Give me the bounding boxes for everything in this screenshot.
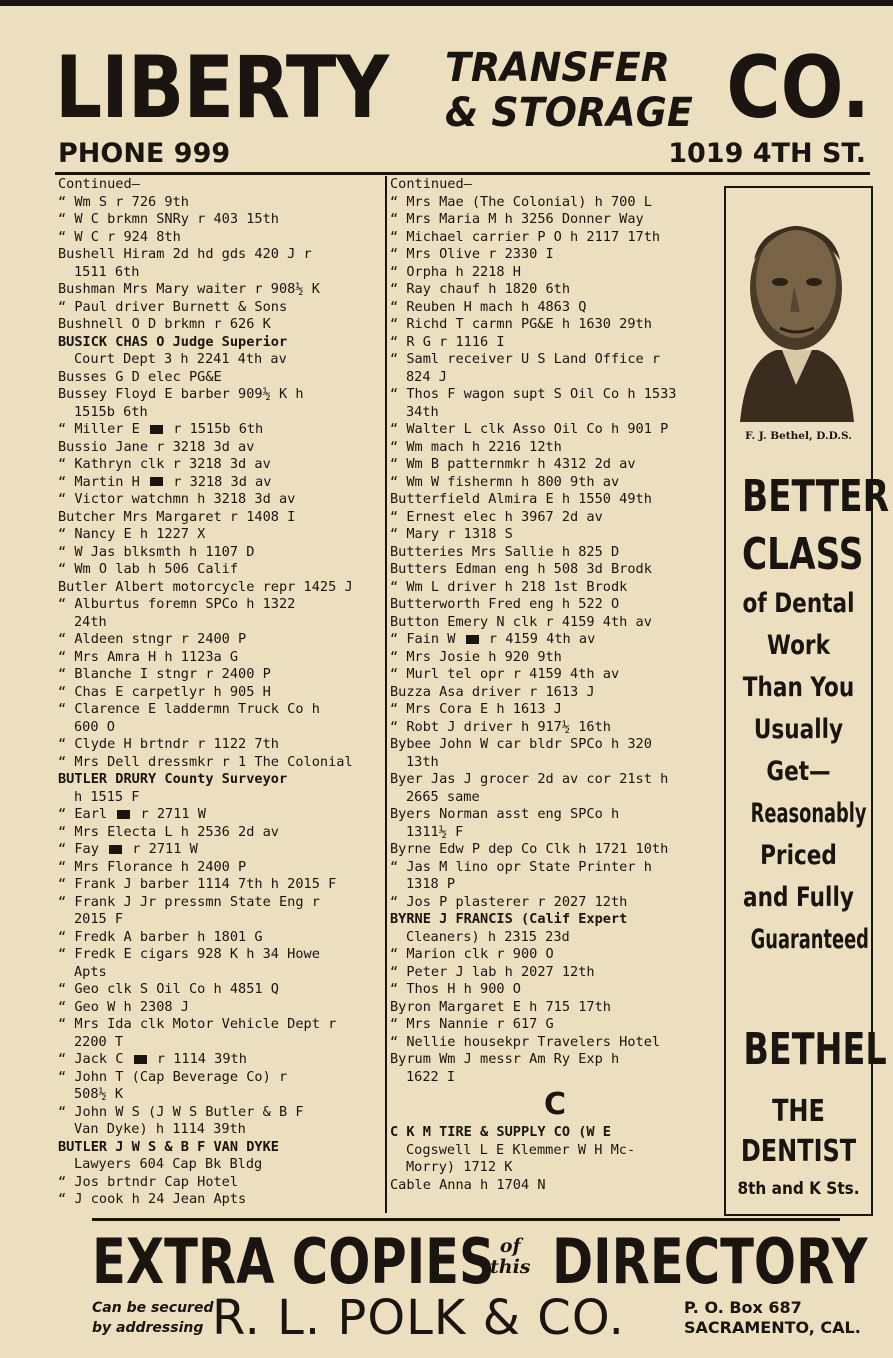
directory-entry-line: C K M TIRE & SUPPLY CO (W E (390, 1124, 611, 1140)
directory-entry-line: “ W C brkmn SNRy r 403 15th (58, 211, 279, 227)
ad-location: 8th and K Sts. (737, 1179, 860, 1199)
po-box: P. O. Box 687 (684, 1298, 802, 1317)
column-divider (385, 176, 387, 1213)
ad-work: Work (767, 630, 830, 661)
directory-entry-line: Cleaners) h 2315 23d (406, 928, 570, 945)
directory-entry-line: Byrum Wm J messr Am Ry Exp h (390, 1051, 620, 1067)
directory-entry-line: “ Mary r 1318 S (390, 526, 513, 542)
directory-entry-line: 34th (406, 403, 439, 420)
of-word: of (499, 1235, 521, 1257)
directory-entry-line: Butcher Mrs Margaret r 1408 I (58, 508, 296, 525)
directory-entry-line: h 1515 F (74, 788, 140, 805)
directory-entry-line: “ Mrs Nannie r 617 G (390, 1016, 554, 1032)
directory-entry-line: “ Wm O lab h 506 Calif (58, 561, 239, 577)
directory-entry-line: Bushell Hiram 2d hd gds 420 J r (58, 246, 312, 262)
directory-entry-line: Butteries Mrs Sallie h 825 D (390, 543, 620, 560)
directory-entry-line: “ Wm W fishermn h 800 9th av (390, 473, 620, 490)
directory-entry-line: “ Thos F wagon supt S Oil Co h 1533 (390, 386, 677, 402)
directory-entry-line: Byer Jas J grocer 2d av cor 21st h (390, 771, 669, 787)
liberty-transfer-ad-header (55, 38, 870, 170)
directory-entry-line: Continued— (58, 176, 140, 192)
directory-entry-line: “ Fain W r 4159 4th av (390, 631, 596, 647)
directory-entry-line: Butterworth Fred eng h 522 O (390, 596, 620, 612)
directory-entry-line: “ Wm B patternmkr h 4312 2d av (390, 456, 636, 472)
publisher-name: R. L. POLK & CO. (212, 1290, 625, 1346)
of-this-text (490, 1236, 531, 1278)
directory-entry-line: “ Reuben H mach h 4863 Q (390, 298, 587, 315)
directory-entry-line: “ Mrs Josie h 920 9th (390, 648, 562, 665)
directory-entry-line: “ Clarence E laddermn Truck Co h (58, 701, 320, 717)
directory-entry-line: “ W C r 924 8th (58, 228, 181, 245)
ad-guaranteed: Guaranteed (750, 924, 869, 955)
directory-entry-line: “ Peter J lab h 2027 12th (390, 963, 595, 980)
secured-line-2: by addressing (92, 1320, 204, 1336)
directory-entry-line: “ Mrs Cora E h 1613 J (390, 701, 562, 717)
directory-entry-line: “ Jos brtndr Cap Hotel (58, 1173, 239, 1190)
street-address: 1019 4TH ST. (668, 138, 866, 169)
directory-entry-line: “ Frank J barber 1114 7th h 2015 F (58, 876, 337, 892)
services-line-1: TRANSFER (445, 45, 670, 91)
directory-entry-line: “ R G r 1116 I (390, 333, 505, 350)
directory-entry-line: “ Ernest elec h 3967 2d av (390, 508, 603, 525)
top-edge (0, 0, 893, 6)
directory-entry-line: “ J cook h 24 Jean Apts (58, 1191, 247, 1207)
directory-entry-line: Bybee John W car bldr SPCo h 320 (390, 736, 652, 752)
directory-entry-line: “ John W S (J W S Butler & B F (58, 1103, 304, 1120)
directory-entry-line: Busses G D elec PG&E (58, 368, 222, 385)
directory-entry-line: 1318 P (406, 876, 456, 892)
directory-entry-line: “ Wm S r 726 9th (58, 193, 189, 210)
directory-entry-line: “ Kathryn clk r 3218 3d av (58, 456, 271, 472)
ad-bethel: BETHEL (743, 1024, 887, 1075)
directory-entry-line: “ Mrs Electa L h 2536 2d av (58, 823, 279, 840)
directory-entry-line: Byrne Edw P dep Co Clk h 1721 10th (390, 841, 669, 857)
directory-entry-line: Lawyers 604 Cap Bk Bldg (74, 1156, 263, 1172)
section-letter: C (543, 1087, 567, 1122)
secured-by-text (92, 1298, 213, 1338)
directory-entry-line: Butler Albert motorcycle repr 1425 J (58, 578, 353, 595)
directory-entry-line: Van Dyke) h 1114 39th (74, 1121, 246, 1137)
ad-dentist: DENTIST (740, 1134, 857, 1169)
flag-icon (150, 477, 163, 486)
dentist-advertisement (724, 186, 890, 1216)
directory-entry-line: “ Alburtus foremn SPCo h 1322 (58, 596, 296, 612)
directory-entry-line: “ Frank J Jr pressmn State Eng r (58, 893, 320, 910)
ad-better: BETTER (741, 471, 890, 522)
this-word: this (490, 1256, 531, 1278)
directory-entry-line: “ Fredk A barber h 1801 G (58, 928, 263, 945)
ad-of-dental: of Dental (742, 588, 855, 619)
directory-entry-line: “ Martin H r 3218 3d av (58, 473, 272, 490)
directory-entry-line: BUTLER DRURY County Surveyor (58, 771, 288, 787)
directory-entry-line: “ Richd T carmn PG&E h 1630 29th (390, 316, 652, 332)
directory-entry-line: Bushnell O D brkmn r 626 K (58, 316, 271, 332)
directory-entry-line: “ Mrs Ida clk Motor Vehicle Dept r (58, 1016, 337, 1032)
ad-reasonably: Reasonably (750, 798, 867, 829)
directory-entry-line: Butterfield Almira E h 1550 49th (390, 491, 652, 507)
publisher-city: SACRAMENTO, CAL. (684, 1318, 861, 1337)
left-listing-column (58, 176, 383, 1209)
directory-entry-line: 2665 same (406, 788, 480, 805)
directory-entry-line: “ Jack C r 1114 39th (58, 1051, 247, 1067)
directory-entry-line: 508½ K (74, 1086, 124, 1102)
directory-entry-line: Button Emery N clk r 4159 4th av (390, 613, 652, 630)
directory-entry-line: “ Wm L driver h 218 1st Brodk (390, 578, 628, 595)
directory-entry-line: Morry) 1712 K (406, 1159, 513, 1175)
directory-entry-line: “ Mrs Amra H h 1123a G (58, 648, 239, 665)
company-suffix: CO. (726, 38, 870, 138)
directory-entry-line: “ Geo W h 2308 J (58, 998, 189, 1015)
directory-entry-line: “ Mrs Dell dressmkr r 1 The Colonial (58, 753, 353, 770)
directory-entry-line: “ Fay r 2711 W (58, 841, 198, 857)
directory-entry-line: BYRNE J FRANCIS (Calif Expert (390, 911, 628, 927)
directory-entry-line: “ Orpha h 2218 H (390, 263, 521, 280)
ad-and-fully: and Fully (743, 882, 854, 913)
directory-entry-line: 600 O (74, 718, 115, 735)
secured-line-1: Can be secured (92, 1300, 214, 1316)
flag-icon (150, 425, 163, 434)
directory-entry-line: Byers Norman asst eng SPCo h (390, 806, 620, 822)
directory-entry-line: “ Robt J driver h 917½ 16th (390, 718, 611, 735)
directory-text: DIRECTORY (552, 1225, 868, 1298)
directory-entry-line: 2200 T (74, 1033, 124, 1050)
directory-entry-line: “ Clyde H brtndr r 1122 7th (58, 736, 279, 752)
directory-entry-line: “ Jas M lino opr State Printer h (390, 858, 652, 875)
directory-entry-line: “ Walter L clk Asso Oil Co h 901 P (390, 421, 669, 437)
header-rule (55, 172, 870, 175)
directory-entry-line: Buzza Asa driver r 1613 J (390, 683, 595, 700)
flag-icon (466, 635, 479, 644)
footer-rule (92, 1218, 840, 1221)
publisher-address (684, 1298, 861, 1338)
flag-icon (109, 845, 122, 854)
ad-than-you: Than You (742, 672, 855, 703)
directory-entry-line: 2015 F (74, 911, 124, 927)
directory-entry-line: “ Nancy E h 1227 X (58, 526, 206, 542)
company-name: LIBERTY (55, 38, 389, 138)
directory-entry-line: Apts (74, 963, 107, 980)
flag-icon (117, 810, 130, 819)
ad-usually: Usually (753, 714, 844, 745)
directory-entry-line: “ Ray chauf h 1820 6th (390, 281, 571, 297)
doctor-caption: F. J. Bethel, D.D.S. (745, 430, 852, 442)
directory-entry-line: Bussio Jane r 3218 3d av (58, 438, 255, 455)
directory-entry-line: Bushman Mrs Mary waiter r 908½ K (58, 281, 320, 297)
directory-entry-line: “ Murl tel opr r 4159 4th av (390, 666, 620, 682)
directory-entry-line: “ Chas E carpetlyr h 905 H (58, 683, 271, 700)
directory-entry-line: Butters Edman eng h 508 3d Brodk (390, 561, 652, 577)
directory-entry-line: 824 J (406, 368, 447, 385)
directory-entry-line: BUTLER J W S & B F VAN DYKE (58, 1138, 279, 1155)
right-listing-column (390, 176, 720, 1194)
directory-entry-line: 13th (406, 753, 439, 770)
directory-entry-line: Bussey Floyd E barber 909½ K h (58, 386, 304, 402)
phone-number: PHONE 999 (58, 138, 231, 169)
directory-entry-line: “ Wm mach h 2216 12th (390, 438, 562, 455)
directory-entry-line: “ Geo clk S Oil Co h 4851 Q (58, 981, 279, 997)
directory-entry-line: “ Michael carrier P O h 2117 17th (390, 228, 661, 245)
directory-entry-line: BUSICK CHAS O Judge Superior (58, 333, 288, 350)
directory-entry-line: “ Saml receiver U S Land Office r (390, 351, 661, 367)
directory-entry-line: 1511 6th (74, 263, 140, 280)
company-services (445, 46, 693, 136)
services-line-2: & STORAGE (445, 90, 693, 136)
ad-priced: Priced (760, 840, 837, 871)
directory-entry-line: “ John T (Cap Beverage Co) r (58, 1068, 288, 1085)
directory-entry-line: Cogswell L E Klemmer W H Mc- (406, 1141, 636, 1158)
ad-get: Get— (766, 756, 831, 787)
directory-entry-line: “ Earl r 2711 W (58, 806, 206, 822)
directory-entry-line: 1622 I (406, 1068, 456, 1085)
ad-class: CLASS (741, 529, 864, 580)
doctor-portrait (736, 200, 858, 422)
directory-entry-line: 24th (74, 613, 107, 630)
directory-entry-line: “ Marion clk r 900 O (390, 946, 554, 962)
directory-entry-line: 1311½ F (406, 823, 464, 840)
flag-icon (134, 1055, 147, 1064)
directory-entry-line: “ Nellie housekpr Travelers Hotel (390, 1033, 661, 1050)
directory-entry-line: “ Paul driver Burnett & Sons (58, 298, 288, 315)
directory-entry-line: “ W Jas blksmth h 1107 D (58, 543, 255, 560)
directory-entry-line: “ Thos H h 900 O (390, 981, 521, 997)
directory-entry-line: “ Victor watchmn h 3218 3d av (58, 491, 296, 507)
directory-entry-line: 1515b 6th (74, 403, 148, 420)
directory-entry-line: “ Blanche I stngr r 2400 P (58, 666, 271, 682)
directory-entry-line: Continued— (390, 176, 472, 192)
directory-entry-line: “ Jos P plasterer r 2027 12th (390, 893, 628, 910)
ad-the: THE (772, 1094, 825, 1129)
directory-entry-line: “ Aldeen stngr r 2400 P (58, 631, 247, 647)
directory-entry-line: “ Mrs Mae (The Colonial) h 700 L (390, 193, 652, 210)
directory-entry-line: “ Miller E r 1515b 6th (58, 421, 264, 437)
directory-entry-line: Byron Margaret E h 715 17th (390, 998, 611, 1015)
directory-entry-line: Cable Anna h 1704 N (390, 1176, 546, 1193)
extra-copies-text: EXTRA COPIES (92, 1225, 495, 1298)
directory-entry-line: “ Fredk E cigars 928 K h 34 Howe (58, 946, 320, 962)
directory-entry-line: “ Mrs Florance h 2400 P (58, 858, 247, 875)
directory-entry-line: “ Mrs Olive r 2330 I (390, 246, 554, 262)
directory-entry-line: “ Mrs Maria M h 3256 Donner Way (390, 211, 644, 227)
directory-entry-line: Court Dept 3 h 2241 4th av (74, 351, 287, 367)
